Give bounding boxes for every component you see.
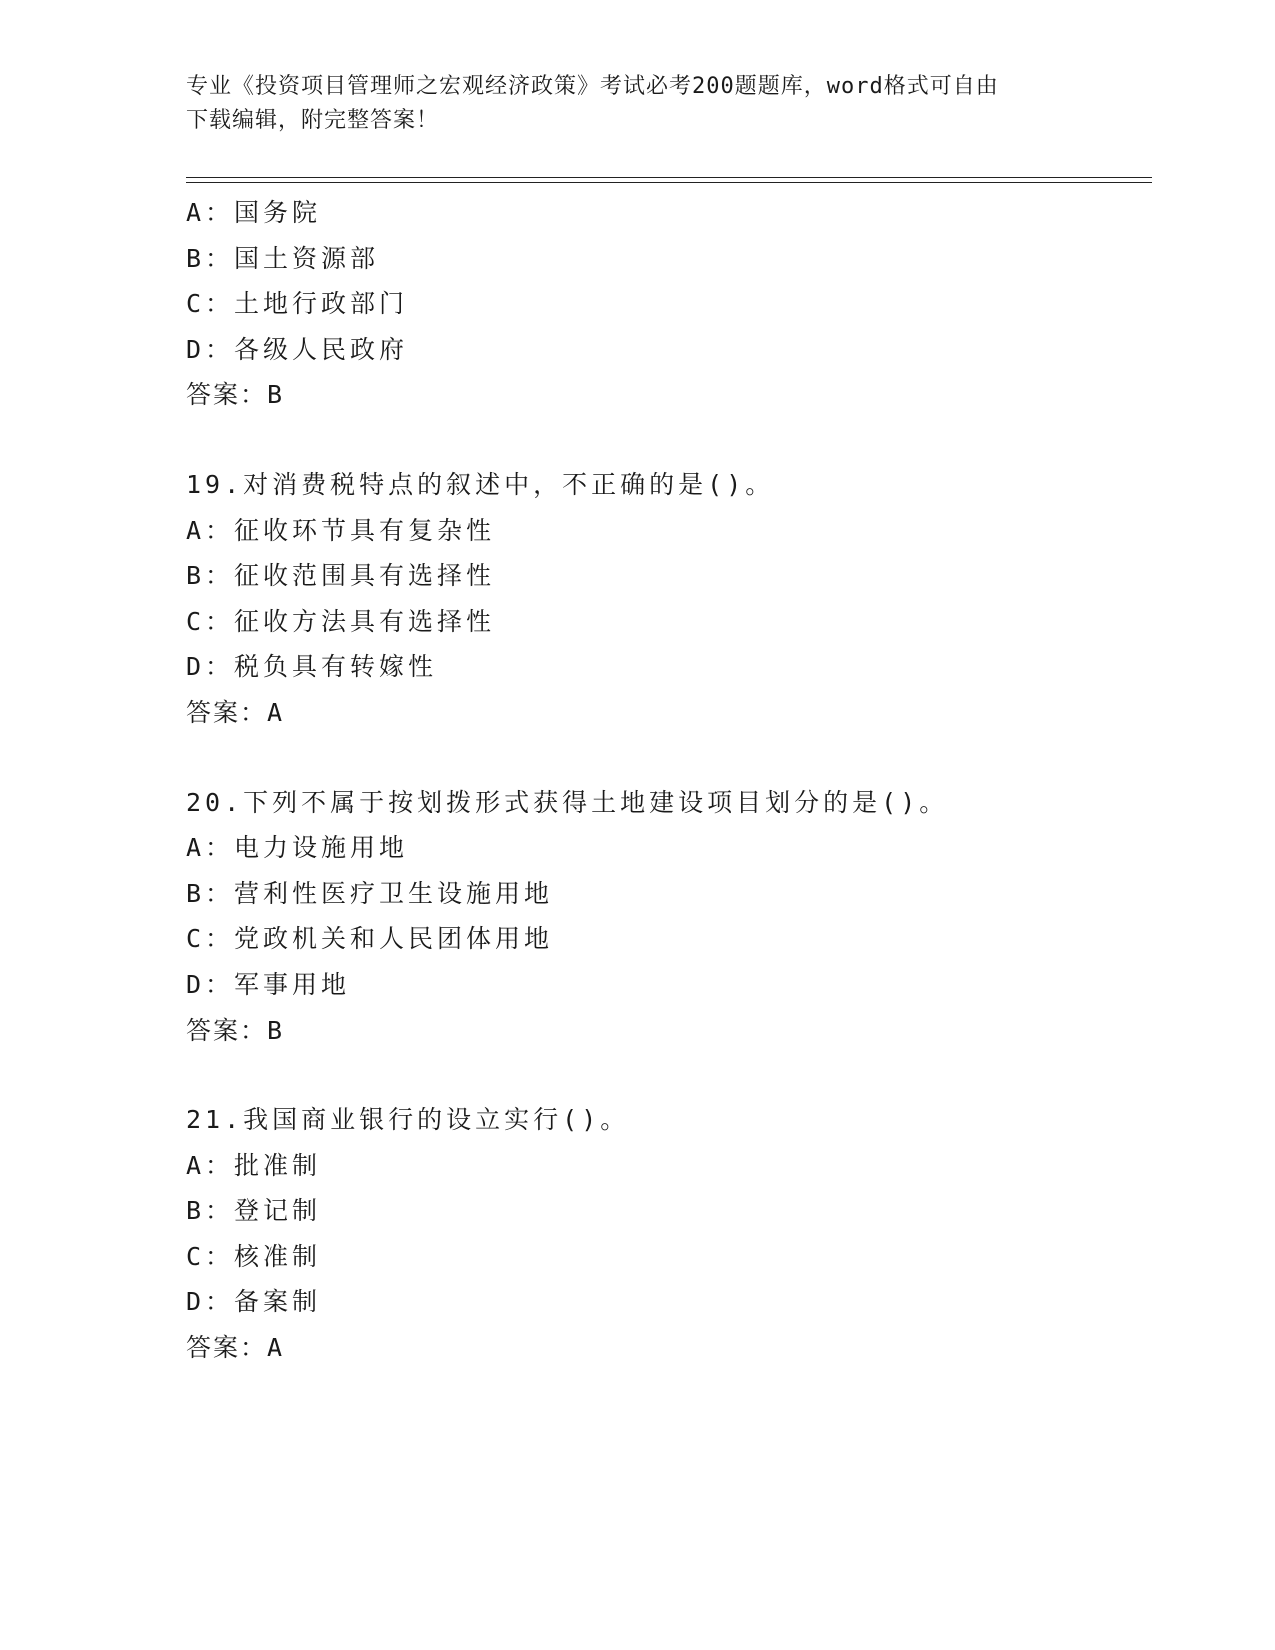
answer-line xyxy=(186,690,1186,736)
answer-value: B xyxy=(267,1015,285,1045)
answer-value: B xyxy=(267,380,285,410)
option-a: A：国务院 xyxy=(186,198,322,227)
header-line-1: 专业《投资项目管理师之宏观经济政策》考试必考200题题库，word格式可自由 xyxy=(186,74,999,99)
answer-line xyxy=(186,372,1186,418)
question-text: 21.我国商业银行的设立实行()。 xyxy=(186,1105,630,1135)
option-d: D：各级人民政府 xyxy=(186,334,409,364)
question-block-19 xyxy=(186,462,1186,736)
option-c: C：土地行政部门 xyxy=(186,289,409,319)
option-a: A：电力设施用地 xyxy=(186,833,409,863)
option-b: B：登记制 xyxy=(186,1196,322,1226)
answer-line xyxy=(186,1325,1186,1371)
option-a: A：征收环节具有复杂性 xyxy=(186,515,496,545)
answer-label: 答案： xyxy=(186,380,268,410)
question-text: 19.对消费税特点的叙述中，不正确的是()。 xyxy=(186,469,775,499)
answer-label: 答案： xyxy=(186,697,268,727)
block-spacer xyxy=(186,736,1186,780)
block-spacer xyxy=(186,418,1186,462)
option-c: C：党政机关和人民团体用地 xyxy=(186,924,554,954)
header-line-2: 下载编辑，附完整答案！ xyxy=(186,108,440,133)
option-c: C：征收方法具有选择性 xyxy=(186,606,496,636)
option-b: B：营利性医疗卫生设施用地 xyxy=(186,878,554,908)
question-list xyxy=(186,190,1186,1371)
option-a: A：批准制 xyxy=(186,1150,322,1180)
option-c: C：核准制 xyxy=(186,1241,322,1271)
option-b: B：征收范围具有选择性 xyxy=(186,561,496,591)
header-divider-top xyxy=(186,177,1152,178)
block-spacer xyxy=(186,1053,1186,1097)
document-header xyxy=(186,70,1086,138)
answer-line xyxy=(186,1008,1186,1054)
question-block-21 xyxy=(186,1097,1186,1371)
question-block-18 xyxy=(186,190,1186,418)
option-d: D：税负具有转嫁性 xyxy=(186,652,438,682)
option-b: B：国土资源部 xyxy=(186,243,380,273)
answer-label: 答案： xyxy=(186,1333,268,1363)
question-block-20 xyxy=(186,780,1186,1054)
answer-label: 答案： xyxy=(186,1015,268,1045)
answer-value: A xyxy=(267,1333,285,1363)
option-d: D：军事用地 xyxy=(186,969,351,999)
header-divider-bottom xyxy=(186,182,1152,183)
option-d: D：备案制 xyxy=(186,1287,322,1317)
question-text: 20.下列不属于按划拨形式获得土地建设项目划分的是()。 xyxy=(186,787,949,817)
answer-value: A xyxy=(267,697,285,727)
